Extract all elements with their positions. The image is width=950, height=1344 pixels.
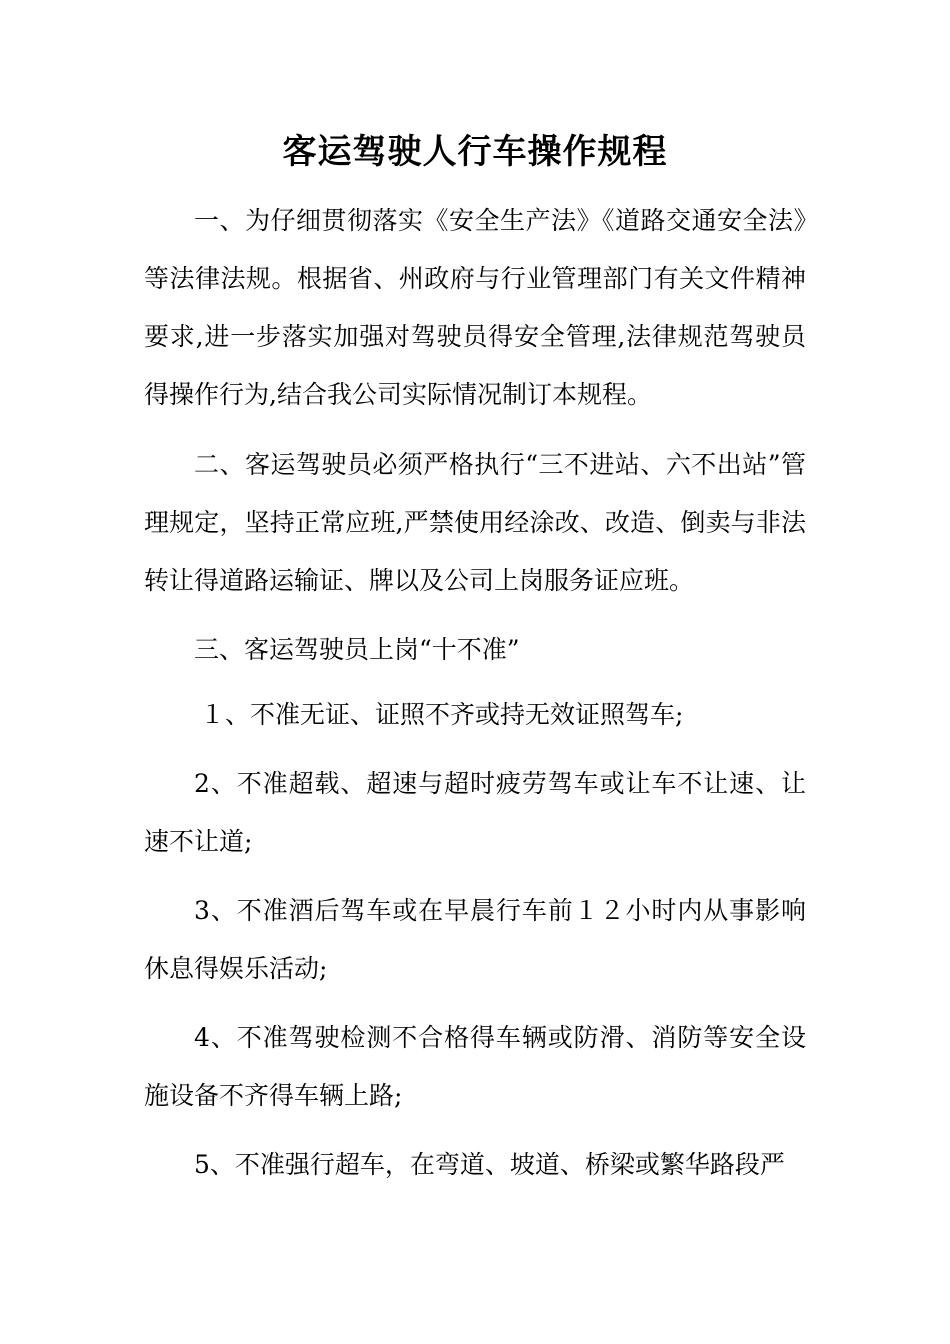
paragraph-ten-prohibitions-heading: 三、客运驾驶员上岗“十不准” xyxy=(194,635,520,664)
paragraph-station-rules: 二、客运驾驶员必须严格执行“三不进站、六不出站”管理规定，坚持正常应班,严禁使用经涂改、改造、倒卖与非法转让得道路运输证、牌以及公司上岗服务证应班。 xyxy=(144,450,806,595)
paragraph-purpose: 一、为仔细贯彻落实《安全生产法》《道路交通安全法》等法律法规。根据省、州政府与行业管理部门有关文件精神要求,进一步落实加强对驾驶员得安全管理,法律规范驾驶员得操作行为,结合我公司实际情况制订本规程。 xyxy=(144,206,806,409)
list-item-rule-5: 5、不准强行超车，在弯道、坡道、桥梁或繁华路段严 xyxy=(194,1150,785,1179)
document-title: 客运驾驶人行车操作规程 xyxy=(282,132,668,172)
list-item-rule-3: 3、不准酒后驾车或在早晨行车前１２小时内从事影响休息得娱乐活动; xyxy=(144,896,806,983)
list-item-rule-2: 2、不准超载、超速与超时疲劳驾车或让车不让速、让速不让道; xyxy=(144,769,806,856)
list-item-rule-4: 4、不准驾驶检测不合格得车辆或防滑、消防等安全设施设备不齐得车辆上路; xyxy=(144,1023,806,1110)
list-item-rule-1: １、不准无证、证照不齐或持无效证照驾车; xyxy=(200,700,684,729)
